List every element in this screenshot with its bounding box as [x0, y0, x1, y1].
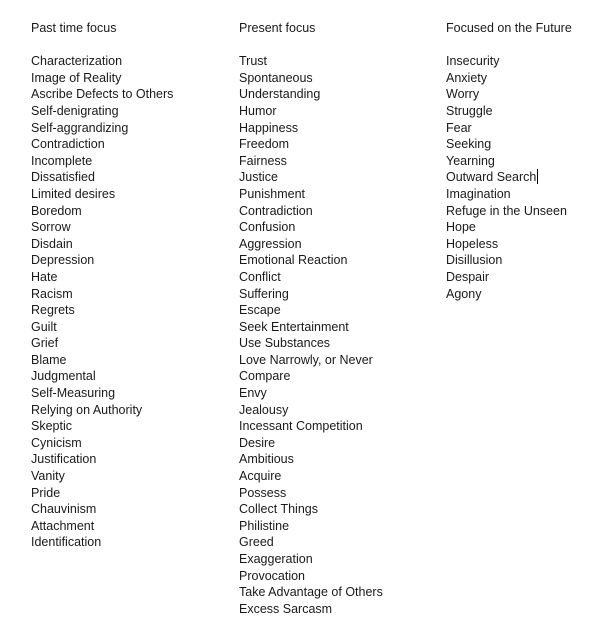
list-item: Dissatisfied [31, 170, 95, 185]
list-item: Pride [31, 485, 61, 500]
column-present-focus [239, 20, 439, 617]
list-item: Justice [239, 170, 278, 185]
text-cursor [537, 169, 538, 184]
list-item: Self-denigrating [31, 103, 119, 118]
list-item: Excess Sarcasm [239, 601, 333, 616]
list-item: Depression [31, 253, 95, 268]
list-item: Anxiety [446, 70, 487, 85]
list-item: Acquire [239, 469, 282, 484]
list-item: Cynicism [31, 435, 82, 450]
list-item: Yearning [446, 153, 495, 168]
list-item: Judgmental [31, 369, 96, 384]
list-item: Escape [239, 303, 281, 318]
list-item: Justification [31, 452, 97, 467]
list-item: Happiness [239, 120, 299, 135]
list-item: Seeking [446, 137, 492, 152]
list-item: Philistine [239, 518, 290, 533]
column-past-time-focus [31, 20, 231, 551]
list-item: Attachment [31, 518, 95, 533]
list-item: Skeptic [31, 419, 72, 434]
list-item: Incessant Competition [239, 419, 363, 434]
list-item: Confusion [239, 220, 296, 235]
list-item: Hopeless [446, 236, 499, 251]
list-item: Self-Measuring [31, 386, 116, 401]
list-item: Exaggeration [239, 552, 313, 566]
list-item: Imagination [446, 186, 511, 201]
list-item: Self-aggrandizing [31, 120, 129, 135]
list-item: Punishment [239, 186, 306, 201]
list-item: Love Narrowly, or Never [239, 352, 373, 367]
list-item: Despair [446, 269, 490, 284]
list-item: Vanity [31, 469, 65, 484]
list-item: Guilt [31, 319, 57, 334]
list-item: Greed [239, 535, 274, 550]
list-item: Sorrow [31, 220, 71, 235]
list-item: Limited desires [31, 186, 116, 201]
list-item: Identification [31, 535, 102, 550]
column-header: Past time focus [31, 21, 117, 35]
list-item: Conflict [239, 269, 281, 284]
list-item: Hope [446, 220, 476, 235]
list-item: Racism [31, 286, 73, 301]
list-item: Relying on Authority [31, 402, 143, 417]
list-item: Regrets [31, 303, 75, 318]
list-item: Ambitious [239, 452, 294, 467]
list-item: Boredom [31, 203, 82, 218]
list-item: Suffering [239, 286, 289, 301]
list-item: Jealousy [239, 402, 289, 417]
list-item: Refuge in the Unseen [446, 203, 567, 218]
column-header: Present focus [239, 21, 316, 35]
list-item: Provocation [239, 568, 306, 583]
list-item: Collect Things [239, 502, 318, 517]
list-item: Aggression [239, 236, 302, 251]
column-header: Focused on the Future [446, 21, 572, 35]
word-list [239, 53, 439, 617]
list-item: Humor [239, 103, 277, 118]
word-list [31, 53, 231, 551]
list-item: Image of Reality [31, 70, 122, 85]
list-item: Insecurity [446, 54, 500, 69]
list-item: Struggle [446, 103, 493, 118]
list-item: Take Advantage of Others [239, 585, 383, 600]
list-item: Blame [31, 352, 67, 367]
list-item: Use Substances [239, 336, 331, 351]
list-item: Envy [239, 386, 267, 401]
list-item: Characterization [31, 54, 123, 69]
list-item: Disdain [31, 236, 73, 251]
list-item: Contradiction [239, 203, 313, 218]
list-item: Worry [446, 87, 480, 102]
list-item: Spontaneous [239, 70, 313, 85]
list-item: Compare [239, 369, 291, 384]
list-item: Desire [239, 435, 276, 450]
list-item: Hate [31, 269, 58, 284]
list-item: Trust [239, 54, 268, 69]
list-item: Fairness [239, 153, 287, 168]
list-item: Agony [446, 286, 482, 301]
list-item: Fear [446, 120, 472, 135]
list-item: Grief [31, 336, 59, 351]
word-list [446, 53, 606, 302]
list-item: Chauvinism [31, 502, 97, 517]
list-item: Disillusion [446, 253, 503, 268]
list-item: Outward Search [446, 170, 537, 185]
list-item: Incomplete [31, 153, 93, 168]
list-item: Emotional Reaction [239, 253, 348, 268]
list-item: Ascribe Defects to Others [31, 87, 174, 102]
list-item: Possess [239, 485, 287, 500]
list-item: Contradiction [31, 137, 105, 152]
list-item: Freedom [239, 137, 290, 152]
list-item: Understanding [239, 87, 321, 102]
column-focused-on-future [446, 20, 606, 302]
list-item: Seek Entertainment [239, 319, 349, 334]
